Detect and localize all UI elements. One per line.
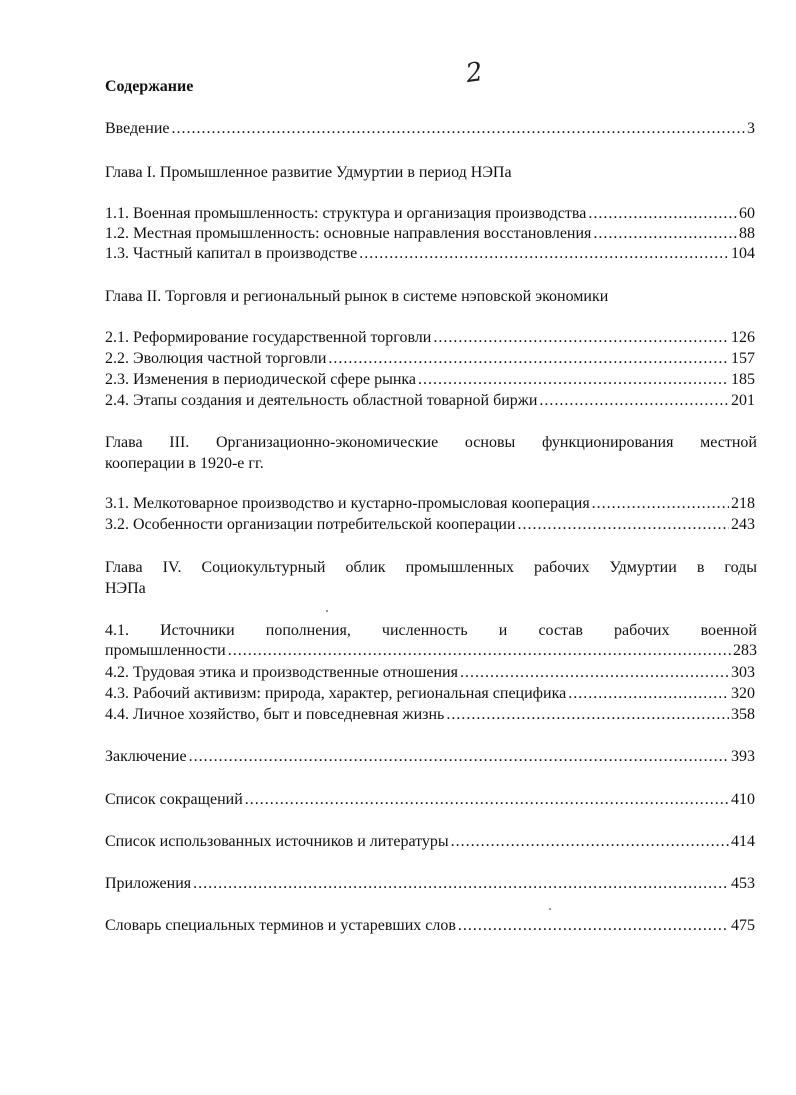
dot-leader bbox=[593, 224, 737, 244]
toc-entry-label: Заключение bbox=[105, 748, 187, 765]
toc-entry-page: 60 bbox=[739, 205, 755, 222]
toc-entry-label: 1.2. Местная промышленность: основные направления восстановления bbox=[105, 225, 592, 242]
toc-entry-page: 185 bbox=[731, 371, 755, 388]
toc-entry-1-3 bbox=[105, 244, 755, 264]
toc-entry-conclusion bbox=[105, 747, 755, 767]
toc-entry-label: 4.2. Трудовая этика и производственные отношения bbox=[105, 664, 458, 681]
toc-entry-label-line-1: 4.1. Источники пополнения, численность и состав рабочих военной bbox=[105, 622, 757, 639]
toc-entry-page: 393 bbox=[731, 748, 755, 765]
dot-leader bbox=[518, 515, 729, 535]
dot-leader bbox=[592, 494, 729, 514]
toc-entry-intro bbox=[105, 119, 755, 139]
dot-leader bbox=[539, 391, 729, 411]
toc-entry-label: Словарь специальных терминов и устаревших слов bbox=[105, 917, 456, 934]
chapter-3-heading bbox=[105, 432, 757, 474]
dot-leader bbox=[359, 244, 729, 264]
toc-entry-page: 243 bbox=[731, 516, 755, 533]
chapter-3-heading-line-2: кооперации в 1920-е гг. bbox=[105, 455, 264, 472]
toc-entry-page: 126 bbox=[731, 329, 755, 346]
dot-leader bbox=[460, 663, 729, 683]
toc-entry-label: 1.1. Военная промышленность: структура и организация производства bbox=[105, 205, 587, 222]
toc-entry-page: 201 bbox=[731, 392, 755, 409]
chapter-4-heading-line-2: НЭПа bbox=[105, 580, 146, 597]
chapter-3-heading-line-1: Глава III. Организационно-экономические основы функционирования местной bbox=[105, 434, 757, 451]
toc-entry-1-2 bbox=[105, 224, 755, 244]
toc-entry-page: 453 bbox=[731, 875, 755, 892]
toc-entry-label: 4.4. Личное хозяйство, быт и повседневная жизнь bbox=[105, 706, 445, 723]
toc-entry-2-1 bbox=[105, 328, 755, 348]
dot-leader bbox=[172, 119, 746, 139]
toc-entry-page: 88 bbox=[739, 225, 755, 242]
dot-leader bbox=[458, 916, 729, 936]
dot-leader bbox=[451, 832, 729, 852]
toc-entry-glossary bbox=[105, 916, 755, 936]
toc-entry-4-2 bbox=[105, 663, 755, 683]
toc-entry-page: 475 bbox=[731, 917, 755, 934]
toc-entry-label: Приложения bbox=[105, 875, 192, 892]
toc-entry-page: 414 bbox=[731, 833, 755, 850]
toc-entry-label: 3.2. Особенности организации потребительской кооперации bbox=[105, 516, 516, 533]
toc-entry-page: 157 bbox=[731, 350, 755, 367]
dot-leader bbox=[189, 747, 729, 767]
toc-entry-4-4 bbox=[105, 705, 755, 725]
page-title: Содержание bbox=[105, 78, 194, 95]
toc-entry-page: 303 bbox=[731, 664, 755, 681]
toc-entry-appendices bbox=[105, 874, 755, 894]
toc-entry-4-1 bbox=[105, 621, 757, 661]
toc-entry-page: 358 bbox=[731, 706, 755, 723]
dot-leader bbox=[588, 204, 737, 224]
toc-entry-label: 4.3. Рабочий активизм: природа, характер, региональная специфика bbox=[105, 685, 567, 702]
toc-entry-1-1 bbox=[105, 204, 755, 224]
toc-entry-page: 218 bbox=[731, 495, 755, 512]
toc-entry-label: Список сокращений bbox=[105, 791, 243, 808]
scan-speck bbox=[549, 908, 551, 910]
dot-leader bbox=[193, 874, 729, 894]
toc-entry-label: Список использованных источников и литературы bbox=[105, 833, 449, 850]
scan-speck bbox=[326, 610, 328, 612]
toc-entry-abbreviations bbox=[105, 790, 755, 810]
toc-entry-page: 320 bbox=[731, 685, 755, 702]
toc-entry-3-1 bbox=[105, 494, 755, 514]
dot-leader bbox=[418, 370, 729, 390]
toc-entry-2-3 bbox=[105, 370, 755, 390]
chapter-4-heading bbox=[105, 557, 757, 599]
toc-entry-label: 1.3. Частный капитал в производстве bbox=[105, 245, 358, 262]
toc-entry-sources bbox=[105, 832, 755, 852]
toc-entry-page: 283 bbox=[733, 642, 757, 659]
toc-entry-4-3 bbox=[105, 684, 755, 704]
handwritten-page-number: 2 bbox=[463, 56, 485, 90]
dot-leader bbox=[433, 328, 729, 348]
toc-entry-label: 2.3. Изменения в периодической сфере рынка bbox=[105, 371, 417, 388]
dot-leader bbox=[228, 641, 731, 661]
toc-entry-label: 2.1. Реформирование государственной торговли bbox=[105, 329, 432, 346]
dot-leader bbox=[245, 790, 729, 810]
toc-entry-label: 2.4. Этапы создания и деятельность областной товарной биржи bbox=[105, 392, 538, 409]
toc-entry-label: 3.1. Мелкотоварное производство и кустарно-промысловая кооперация bbox=[105, 495, 590, 512]
toc-entry-page: 104 bbox=[731, 245, 755, 262]
toc-entry-page: 3 bbox=[747, 120, 755, 137]
dot-leader bbox=[328, 349, 729, 369]
toc-entry-3-2 bbox=[105, 515, 755, 535]
chapter-2-heading: Глава II. Торговля и региональный рынок в системе нэповской экономики bbox=[105, 288, 609, 305]
toc-entry-2-2 bbox=[105, 349, 755, 369]
toc-entry-page: 410 bbox=[731, 791, 755, 808]
chapter-4-heading-line-1: Глава IV. Социокультурный облик промышленных рабочих Удмуртии в годы bbox=[105, 559, 757, 576]
chapter-1-heading: Глава I. Промышленное развитие Удмуртии в период НЭПа bbox=[105, 164, 512, 181]
toc-entry-2-4 bbox=[105, 391, 755, 411]
toc-entry-label-line-2: промышленности bbox=[105, 642, 226, 659]
dot-leader bbox=[568, 684, 729, 704]
dot-leader bbox=[446, 705, 729, 725]
toc-entry-label: 2.2. Эволюция частной торговли bbox=[105, 350, 327, 367]
toc-entry-label: Введение bbox=[105, 120, 170, 137]
